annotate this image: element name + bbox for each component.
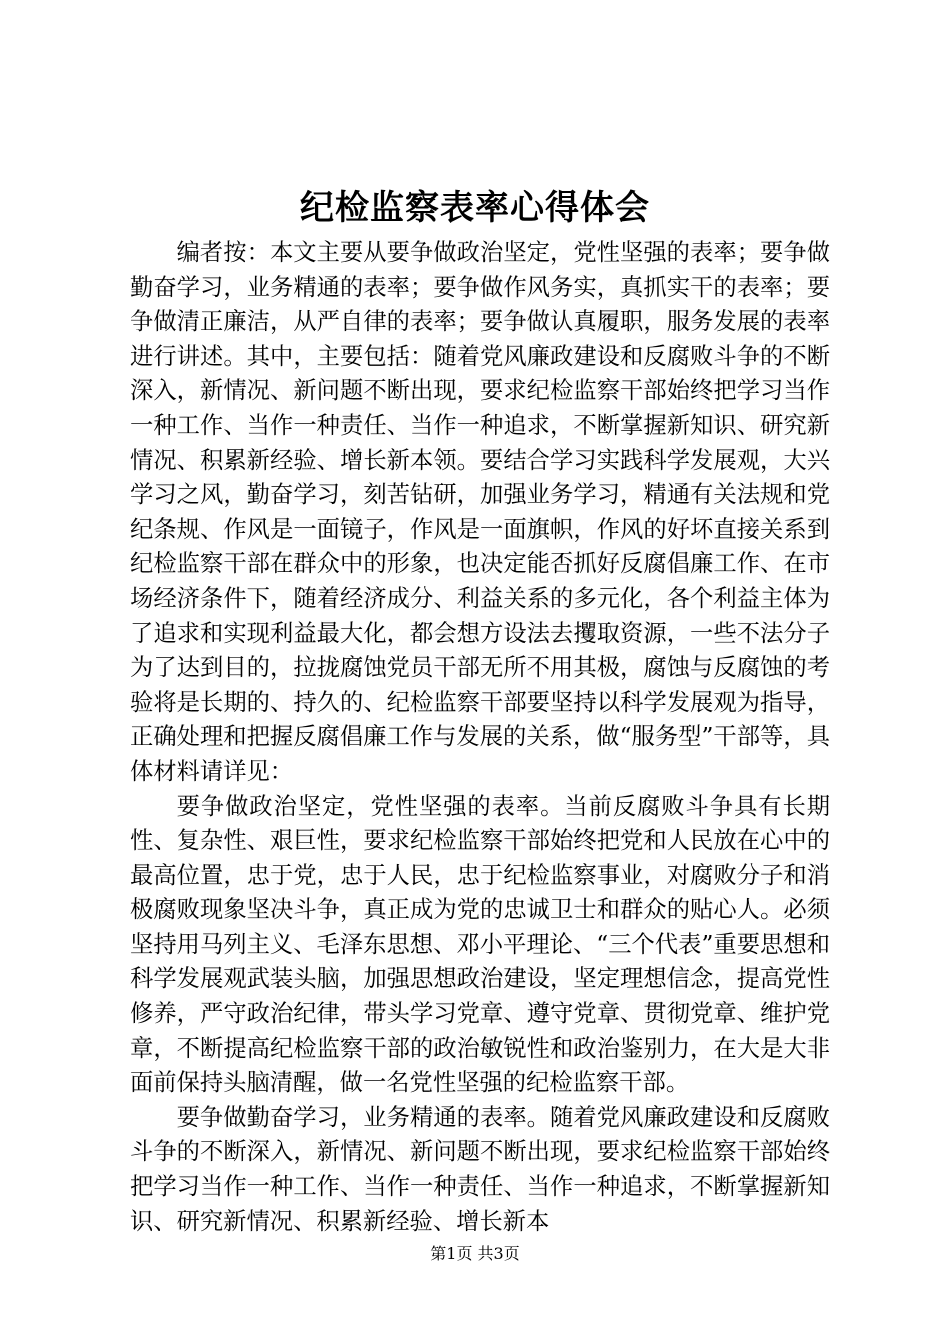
paragraph-diligent-study: 要争做勤奋学习，业务精通的表率。随着党风廉政建设和反腐败斗争的不断深入，新情况、新问题不断出现，要求纪检监察干部始终把学习当作一种工作、当作一种责任、当作一种追求，不断掌握新知识、研究新情况、积累新经验、增长新本 [130, 1103, 830, 1235]
document-title: 纪检监察表率心得体会 [300, 188, 650, 228]
page-footer: 第1页 共3页 [430, 1244, 520, 1263]
paragraph-editor-note: 编者按：本文主要从要争做政治坚定，党性坚强的表率；要争做勤奋学习，业务精通的表率；要争做作风务实，真抓实干的表率；要争做清正廉洁，从严自律的表率；要争做认真履职，服务发展的表率进行讲述。其中，主要包括：随着党风廉政建设和反腐败斗争的不断深入，新情况、新问题不断出现，要求纪检监察干部始终把学习当作一种工作、当作一种责任、当作一种追求，不断掌握新知识、研究新情况、积累新经验、增长新本领。要结合学习实践科学发展观，大兴学习之风，勤奋学习，刻苦钻研，加强业务学习，精通有关法规和党纪条规、作风是一面镜子，作风是一面旗帜，作风的好坏直接关系到纪检监察干部在群众中的形象，也决定能否抓好反腐倡廉工作、在市场经济条件下，随着经济成分、利益关系的多元化，各个利益主体为了追求和实现利益最大化，都会想方设法去攫取资源，一些不法分子为了达到目的，拉拢腐蚀党员干部无所不用其极，腐蚀与反腐蚀的考验将是长期的、持久的、纪检监察干部要坚持以科学发展观为指导，正确处理和把握反腐倡廉工作与发展的关系，做“服务型”干部等，具体材料请详见： [130, 239, 830, 785]
paragraph-political-firmness: 要争做政治坚定，党性坚强的表率。当前反腐败斗争具有长期性、复杂性、艰巨性，要求纪检监察干部始终把党和人民放在心中的最高位置，忠于党，忠于人民，忠于纪检监察事业，对腐败分子和消极腐败现象坚决斗争，真正成为党的忠诚卫士和群众的贴心人。必须坚持用马列主义、毛泽东思想、邓小平理论、“三个代表”重要思想和科学发展观武装头脑，加强思想政治建设，坚定理想信念，提高党性修养，严守政治纪律，带头学习党章、遵守党章、贯彻党章、维护党章，不断提高纪检监察干部的政治敏锐性和政治鉴别力，在大是大非面前保持头脑清醒，做一名党性坚强的纪检监察干部。 [130, 792, 830, 1097]
document-body [130, 236, 830, 1239]
